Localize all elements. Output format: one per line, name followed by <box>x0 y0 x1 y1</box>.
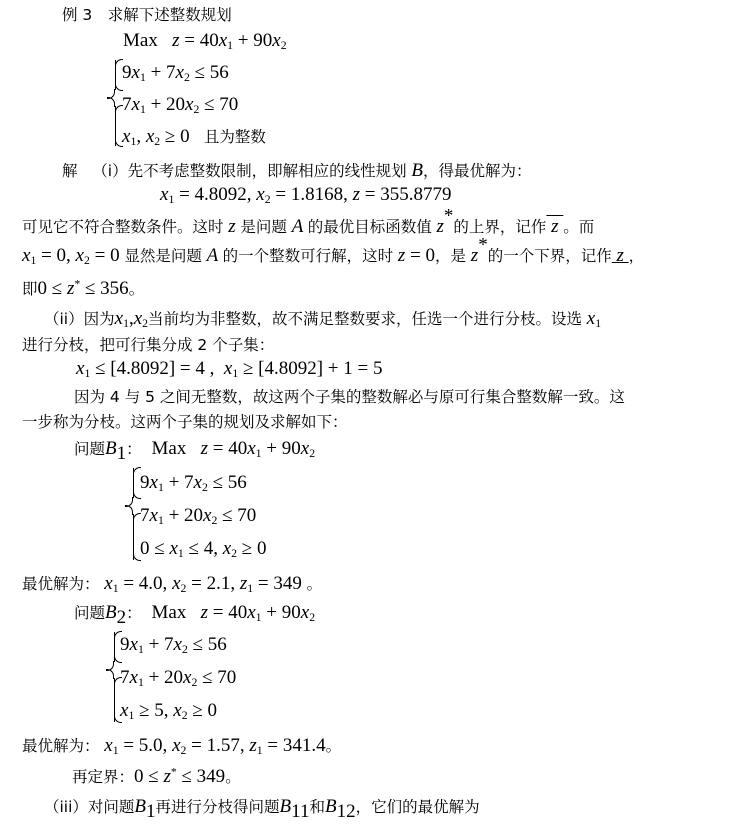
step-2-line-1: （ii）因为$x_1,x_2$当前均为非整数，故不满足整数要求，任选一个进行分枝。设选 $x_1$ <box>44 308 602 330</box>
integer-note: 且为整数 <box>203 128 266 146</box>
para-bound-range: 即0 ≤ z* ≤ 356。 <box>22 277 145 299</box>
step-2-line-2: 进行分枝，把可行集分成 2 个子集： <box>22 336 275 354</box>
constraint-3: $x_1$, $x_2 \ge 0$ 且为整数 <box>122 126 266 148</box>
step-2-line-4: 一步称为分枝。这两个子集的规划及求解如下： <box>22 413 348 431</box>
step-2-line-3: 因为 4 与 5 之间无整数，故这两个子集的整数解必与原可行集合整数解一致。这 <box>74 388 625 406</box>
b2-brace-bottom <box>114 678 115 722</box>
example-heading: 例 3 求解下述整数规划 <box>62 6 232 24</box>
constraint-2: $7x_1 + 20x_2 \le 70$ <box>122 94 239 116</box>
b1-constraint-3: $0 \le x_1 \le 4$, $x_2 \ge 0$ <box>140 538 267 560</box>
b1-optimal: 最优解为： $x_1 = 4.0$, $x_2 = 2.1$, $z_1 = 349$ 。 <box>22 573 323 595</box>
constraint-1: $9x_1 + 7x_2 \le 56$ <box>122 62 229 84</box>
b1-brace-bottom <box>133 514 134 560</box>
constraint-brace-top <box>115 60 116 90</box>
problem-b1-objective: 问题$B_1$： Max $z = 40x_1 + 90x_2$ <box>74 438 316 464</box>
lp-solution: $x_1 = 4.8092$, $x_2 = 1.8168$, z = 355.8779 <box>160 184 452 206</box>
b2-constraint-3: $x_1 \ge 5$, $x_2 \ge 0$ <box>120 700 218 722</box>
step-3-line: （iii）对问题$B_1$再进行分枝得问题$B_{11}$和$B_{12}$，它们的最优解为 <box>44 796 480 822</box>
para-lower-bound: $x_1 = 0$, $x_2 = 0$ 显然是问题 A 的一个整数可行解，这时 z = 0，是 z*的一个下界，记作 z ， <box>22 234 645 267</box>
b2-constraint-2: $7x_1 + 20x_2 \le 70$ <box>120 667 237 689</box>
b2-constraint-1: $9x_1 + 7x_2 \le 56$ <box>120 634 227 656</box>
para-upper-bound: 可见它不符合整数条件。这时 z 是问题 A 的最优目标函数值 z*的上界，记作 z 。而 <box>22 205 595 237</box>
max-word: Max <box>123 30 158 51</box>
b2-optimal: 最优解为： $x_1 = 5.0$, $x_2 = 1.57$, $z_1 = 341.4$。 <box>22 735 342 757</box>
rebound-line: 再定界：0 ≤ z* ≤ 349。 <box>72 765 241 787</box>
constraint-brace-bottom <box>115 106 116 146</box>
branch-subsets: $x_1 \le [4.8092] = 4$ , $x_1 \ge [4.8092] + 1 = 5$ <box>76 358 383 380</box>
b1-constraint-1: $9x_1 + 7x_2 \le 56$ <box>140 472 247 494</box>
problem-b2-objective: 问题$B_2$： Max $z = 40x_1 + 90x_2$ <box>74 602 316 628</box>
solution-step-1: 解 （i）先不考虑整数限制，即解相应的线性规划 B，得最优解为： <box>62 160 532 181</box>
b1-constraint-2: $7x_1 + 20x_2 \le 70$ <box>140 505 257 527</box>
b2-brace-top <box>114 632 115 662</box>
b1-brace-top <box>133 468 134 498</box>
objective: Max $z = 40x_1 + 90x_2$ <box>123 30 287 52</box>
